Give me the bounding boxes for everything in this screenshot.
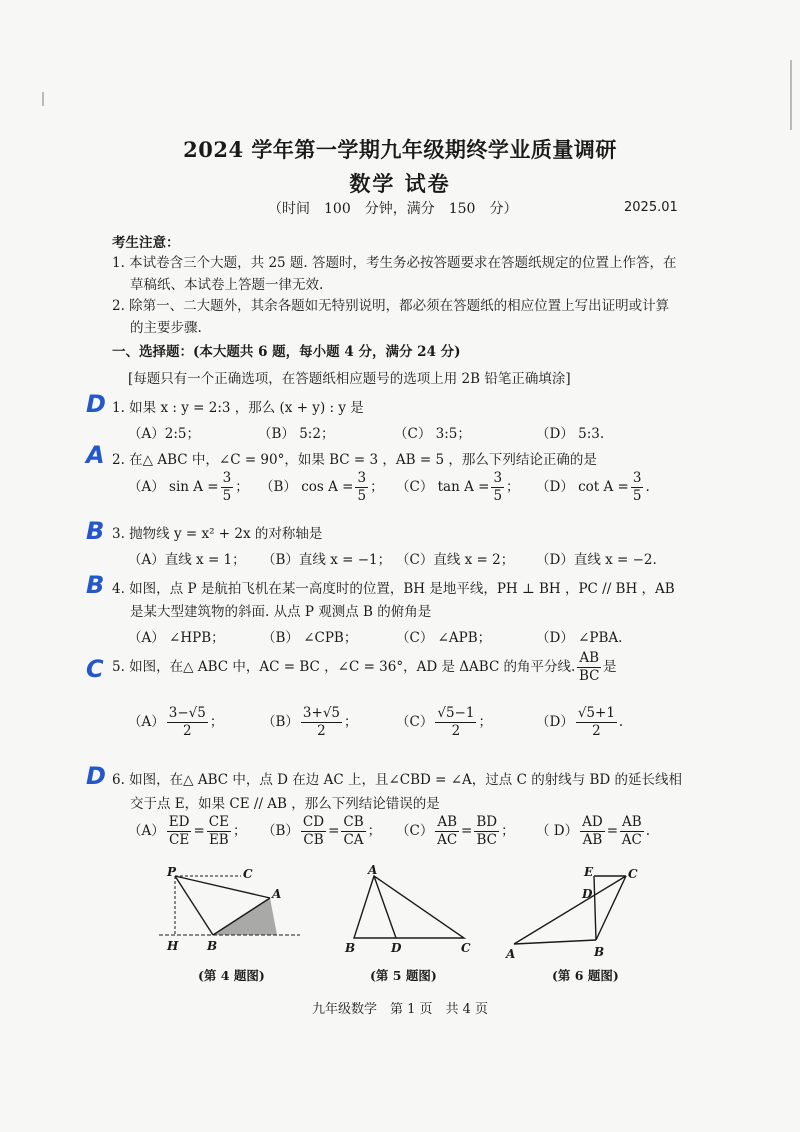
q1-option-b: （B） 5:2； (258, 426, 335, 442)
q1-stem: 1. 如果 x : y = 2:3 ，那么 (x + y) : y 是 (112, 400, 364, 416)
fig5-label-a: A (368, 863, 378, 877)
q6-c-num-2: BD (476, 814, 498, 830)
q5-ratio-num: AB (579, 650, 600, 666)
q5-d-den: 2 (592, 723, 601, 739)
q5-d-fraction (576, 705, 617, 740)
q2-stem: 2. 在△ ABC 中，∠C = 90°，如果 BC = 3 ，AB = 5 ，那么下列结论正确的是 (112, 452, 597, 468)
q6-a-label: （A） (128, 823, 165, 839)
q2-a-den: 5 (222, 488, 232, 504)
scan-edge (790, 60, 792, 130)
q6-b-den-2: CA (343, 832, 364, 848)
q2-option-c (396, 470, 520, 505)
q1-option-d: （D） 5:3. (536, 426, 605, 442)
handwritten-answer-q5: C (86, 655, 104, 683)
q2-a-label: （A） sin A = (128, 479, 219, 495)
exam-subtitle: 数学 试卷 (349, 171, 451, 196)
figure-4-diagram (155, 862, 315, 962)
section-note: [每题只有一个正确选项，在答题纸相应题号的选项上用 2B 铅笔正确填涂] (128, 371, 571, 387)
q6-line-2: 交于点 E，如果 CE // AB ，那么下列结论错误的是 (130, 796, 440, 812)
figure-5-caption: (第 5 题图) (370, 968, 437, 983)
fig6-label-c: C (628, 867, 638, 881)
q5-option-a (128, 705, 223, 740)
q2-b-label: （B） cos A = (260, 479, 354, 495)
q5-a-num: 3−√5 (168, 705, 206, 721)
q6-a-den-1: CE (169, 832, 190, 848)
q6-b-num-1: CD (302, 814, 325, 830)
q6-option-d (536, 814, 650, 849)
q2-a-fraction (221, 470, 234, 505)
q5-d-label: （D） (536, 714, 574, 730)
fig4-label-a: A (272, 887, 282, 901)
q2-a-num: 3 (222, 470, 232, 486)
fig4-label-b: B (207, 939, 218, 953)
q6-c-sep: ； (501, 823, 515, 839)
q5-a-sep: ； (209, 714, 224, 730)
q5-a-label: （A） (128, 714, 165, 730)
figure-4-caption: (第 4 题图) (198, 968, 265, 983)
q2-option-a (128, 470, 249, 505)
q4-line-2: 是某大型建筑物的斜面. 从点 P 观测点 B 的俯角是 (130, 604, 432, 620)
q6-b-fraction-2 (341, 814, 365, 849)
page-footer: 九年级数学 第 1 页 共 4 页 (311, 1002, 489, 1017)
fig4-pa-line (175, 876, 270, 898)
fig5-triangle (354, 876, 464, 938)
q5-b-sep: ； (344, 714, 358, 730)
q5-ratio-fraction (577, 650, 601, 685)
q2-c-num: 3 (493, 470, 503, 486)
fig6-label-a: A (506, 947, 516, 961)
fig6-label-b: B (594, 945, 605, 959)
figure-6-diagram (500, 860, 650, 965)
exam-date: 2025.01 (624, 200, 678, 215)
q6-option-c (396, 814, 515, 849)
q6-d-fraction-1 (580, 814, 605, 849)
q2-d-label: （D） cot A = (536, 479, 629, 495)
q6-a-fraction-2 (207, 814, 231, 849)
q6-a-num-2: CE (208, 814, 229, 830)
q5-c-num: √5−1 (437, 705, 475, 721)
q6-c-den-2: BC (476, 832, 497, 848)
q6-b-den-1: CB (303, 832, 324, 848)
q2-d-den: 5 (632, 488, 642, 504)
q5-b-fraction (301, 705, 342, 740)
q2-d-num: 3 (632, 470, 642, 486)
q4-option-c: （C） ∠APB； (396, 630, 492, 646)
q6-b-label: （B） (262, 823, 299, 839)
q5-b-num: 3+√5 (302, 705, 341, 721)
q6-d-eq: = (606, 823, 619, 839)
q6-a-num-1: ED (168, 814, 190, 830)
q3-option-b: （B）直线 x = −1； (262, 552, 392, 568)
fig4-label-c: C (243, 867, 253, 881)
q6-b-num-2: CB (343, 814, 364, 830)
q4-option-d: （D） ∠PBA. (536, 630, 623, 646)
q3-option-c: （C）直线 x = 2； (396, 552, 515, 568)
q6-d-num-1: AD (582, 814, 603, 830)
q6-c-fraction-2 (474, 814, 499, 849)
q6-c-fraction-1 (435, 814, 459, 849)
q2-b-den: 5 (357, 488, 367, 504)
time-info: （时间 100 分钟，满分 150 分） (268, 201, 518, 217)
q3-option-a: （A）直线 x = 1； (128, 552, 246, 568)
handwritten-answer-q1: D (86, 390, 106, 418)
handwritten-answer-q4: B (86, 571, 105, 599)
q6-d-den-1: AB (582, 832, 603, 848)
q5-stem-tail: 是 (603, 659, 617, 675)
section-heading: 一、选择题：(本大题共 6 题，每小题 4 分，满分 24 分) (112, 344, 461, 360)
q5-stem-text: 5. 如图，在△ ABC 中，AC = BC ，∠C = 36°，AD 是 ΔABC 的角平分线. (112, 659, 576, 675)
fig4-label-p: P (167, 865, 177, 879)
q4-line-1: 4. 如图，点 P 是航拍飞机在某一高度时的位置，BH 是地平线，PH ⊥ BH ，PC // BH ，AB (112, 581, 675, 597)
q2-c-fraction (491, 470, 504, 505)
q5-c-fraction (435, 705, 476, 740)
q5-option-b (262, 705, 358, 740)
q2-c-den: 5 (493, 488, 503, 504)
fig6-label-e: E (584, 865, 594, 879)
q5-b-label: （B） (262, 714, 299, 730)
q5-c-sep: ； (478, 714, 492, 730)
notice-item-1-line-1: 1. 本试卷含三个大题，共 25 题. 答题时，考生务必按答题要求在答题纸规定的位置上作答，在 (112, 255, 677, 271)
figure-5-diagram (340, 862, 480, 962)
q6-option-b (262, 814, 381, 849)
exam-title: 2024 学年第一学期九年级期终学业质量调研 (183, 137, 617, 162)
fig6-label-d: D (582, 887, 593, 901)
q2-d-end: . (645, 479, 650, 495)
q6-line-1: 6. 如图，在△ ABC 中，点 D 在边 AC 上，且∠CBD = ∠A，过点 C 的射线与 BD 的延长线相 (112, 772, 683, 788)
q4-option-b: （B） ∠CPB； (262, 630, 358, 646)
q5-ratio-den: BC (578, 668, 600, 684)
q2-b-sep: ； (370, 479, 384, 495)
q5-d-end: . (618, 714, 624, 730)
fig5-label-d: D (391, 941, 402, 955)
q2-b-fraction (355, 470, 368, 505)
q2-a-sep: ； (235, 479, 249, 495)
q5-option-d (536, 705, 623, 740)
fig6-ab-line (514, 940, 596, 944)
q5-option-c (396, 705, 492, 740)
notice-item-2-line-2: 的主要步骤. (130, 320, 202, 336)
q2-d-fraction (631, 470, 644, 505)
q6-b-sep: ； (367, 823, 382, 839)
q6-d-den-2: AC (621, 832, 642, 848)
q2-b-num: 3 (357, 470, 367, 486)
q3-stem: 3. 抛物线 y = x² + 2x 的对称轴是 (112, 526, 323, 542)
handwritten-answer-q3: B (86, 517, 105, 545)
figure-6-caption: (第 6 题图) (552, 968, 619, 983)
notice-item-1-line-2: 草稿纸、本试卷上答题一律无效. (130, 277, 324, 293)
q5-c-den: 2 (451, 723, 461, 739)
fig6-ac-line (514, 876, 626, 944)
q6-b-fraction-1 (301, 814, 326, 849)
q6-d-label: （ D） (536, 823, 579, 839)
q5-a-fraction (167, 705, 208, 740)
q1-option-a: （A）2:5； (128, 426, 200, 442)
q6-a-den-2: EB (208, 832, 229, 848)
fig4-label-h: H (167, 939, 179, 953)
q2-c-label: （C） tan A = (396, 479, 490, 495)
q6-a-fraction-1 (167, 814, 192, 849)
fig4-pb-line (175, 876, 213, 935)
notice-item-2-line-1: 2. 除第一、二大题外，其余各题如无特别说明，都必须在答题纸的相应位置上写出证明或计算 (112, 298, 670, 314)
handwritten-answer-q6: D (86, 762, 106, 790)
fig5-label-b: B (345, 941, 356, 955)
q6-d-fraction-2 (620, 814, 644, 849)
handwritten-answer-q2: A (86, 441, 105, 469)
scan-mark (42, 92, 44, 106)
q5-d-num: √5+1 (577, 705, 615, 721)
notice-heading: 考生注意： (112, 235, 180, 251)
q2-option-b (260, 470, 384, 505)
q6-d-num-2: AB (622, 814, 642, 830)
fig6-be-line (594, 876, 596, 940)
q5-b-den: 2 (317, 723, 326, 739)
q5-stem (112, 650, 617, 685)
q4-option-a: （A） ∠HPB； (128, 630, 225, 646)
q6-c-den-1: AC (437, 832, 458, 848)
q6-d-end: . (645, 823, 650, 839)
fig5-ad-line (374, 876, 396, 938)
q5-a-den: 2 (183, 723, 192, 739)
q5-c-label: （C） (396, 714, 434, 730)
q3-option-d: （D）直线 x = −2. (536, 552, 657, 568)
q2-option-d (536, 470, 650, 505)
q6-c-eq: = (461, 823, 473, 839)
fig5-label-c: C (461, 941, 471, 955)
q6-b-eq: = (328, 823, 340, 839)
q6-a-sep: ； (232, 823, 247, 839)
q6-c-num-1: AB (437, 814, 458, 830)
q2-c-sep: ； (506, 479, 520, 495)
q6-c-label: （C） (396, 823, 434, 839)
q6-option-a (128, 814, 246, 849)
q1-option-c: （C） 3:5； (394, 426, 471, 442)
q6-a-eq: = (193, 823, 205, 839)
